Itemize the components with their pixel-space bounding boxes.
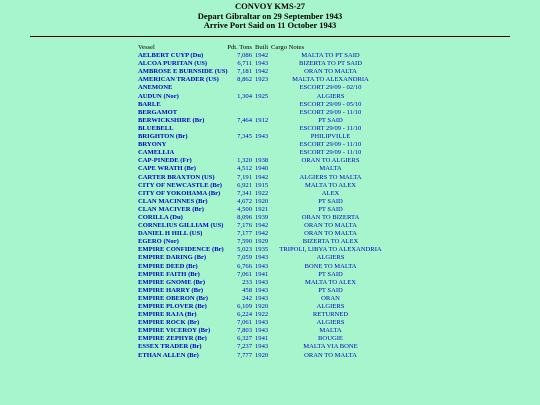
- table-row: [138, 149, 390, 157]
- vessel-notes: ESCORT 29/09 - 02/10: [299, 84, 362, 92]
- vessel-name: BRIGHTON (Br): [138, 133, 188, 141]
- vessel-tons: [226, 141, 255, 149]
- vessel-tons: 7,237: [237, 343, 252, 351]
- vessel-built: 1943: [255, 294, 269, 302]
- vessel-built: 1942: [255, 68, 269, 76]
- vessel-name: EMPIRE ROCK (Br): [138, 319, 200, 327]
- vessel-notes: PT SAID: [318, 197, 343, 205]
- table-row: [138, 198, 390, 206]
- vessel-built: [255, 101, 271, 109]
- vessel-built: 1929: [255, 238, 269, 246]
- vessel-built: 1943: [255, 319, 269, 327]
- vessel-notes: ALGIERS: [316, 254, 345, 262]
- vessel-notes: PHILIPVILLE: [310, 133, 351, 141]
- vessel-tons: 1,304: [237, 92, 252, 100]
- vessel-built: 1941: [255, 335, 269, 343]
- vessel-tons: [226, 84, 255, 92]
- vessel-notes: ESCORT 29/09 - 11/10: [299, 141, 362, 149]
- vessel-built: 1942: [255, 52, 269, 60]
- vessel-notes: ORAN TO ALGIERS: [301, 157, 360, 165]
- table-row: [138, 230, 390, 238]
- vessel-notes: ALGIERS: [316, 92, 345, 100]
- vessel-tons: 242: [242, 294, 252, 302]
- table-row: [138, 182, 390, 190]
- vessel-notes: PT SAID: [318, 116, 343, 124]
- vessel-built: 1943: [255, 278, 269, 286]
- vessel-name: BERGAMOT: [138, 108, 178, 116]
- table-row: [138, 327, 390, 335]
- vessel-name: ANEMONE: [138, 84, 173, 92]
- vessel-tons: 5,023: [237, 246, 252, 254]
- vessel-built: 1935: [255, 246, 269, 254]
- vessel-tons: 1,320: [237, 157, 252, 165]
- vessel-name: ESSEX TRADER (Br): [138, 343, 202, 351]
- vessel-name: CAP-PINEDE (Fr): [138, 157, 192, 165]
- vessel-name: EMPIRE CONFIDENCE (Br): [138, 246, 224, 254]
- vessel-built: 1941: [255, 270, 269, 278]
- table-row: [138, 101, 390, 109]
- vessel-tons: 6,711: [237, 60, 252, 68]
- column-header-notes: Cargo Notes: [271, 44, 305, 51]
- vessel-built: 1940: [255, 165, 269, 173]
- vessel-name: EMPIRE OBERON (Br): [138, 294, 208, 302]
- vessel-tons: 7,590: [237, 238, 252, 246]
- table-row: [138, 214, 390, 222]
- table-row: [138, 303, 390, 311]
- vessel-notes: PT SAID: [318, 270, 343, 278]
- vessel-tons: 6,224: [237, 311, 252, 319]
- vessel-notes: ORAN TO MALTA: [304, 351, 357, 359]
- vessel-name: BLUEBELL: [138, 124, 174, 132]
- vessel-tons: 6,109: [237, 303, 252, 310]
- vessel-built: 1920: [255, 197, 269, 205]
- table-row: [138, 84, 390, 92]
- vessel-built: 1943: [255, 286, 269, 294]
- vessel-tons: 7,345: [237, 133, 252, 141]
- vessel-notes: ALGIERS: [316, 303, 345, 310]
- table-row: [138, 287, 390, 295]
- vessel-notes: MALTA TO ALEX: [304, 181, 356, 189]
- vessel-name: AMBROSE E BURNSIDE (US): [138, 68, 228, 76]
- vessel-name: EMPIRE DARING (Br): [138, 254, 207, 262]
- vessel-notes: RETURNED: [312, 311, 349, 319]
- vessel-tons: 7,464: [237, 116, 252, 124]
- vessel-tons: 7,176: [237, 222, 252, 230]
- vessel-built: [255, 109, 271, 117]
- vessel-notes: ESCORT 29/09 - 11/10: [299, 124, 362, 132]
- vessel-tons: 8,096: [237, 213, 252, 221]
- vessel-notes: MALTA: [319, 165, 342, 173]
- vessel-notes: ALGIERS TO MALTA: [299, 173, 362, 181]
- vessel-built: [255, 125, 271, 133]
- vessel-built: 1938: [255, 157, 269, 165]
- table-row: [138, 93, 390, 101]
- vessel-notes: ORAN TO MALTA: [304, 230, 357, 238]
- vessel-tons: 7,086: [237, 52, 252, 60]
- vessel-tons: [226, 101, 255, 109]
- table-row: [138, 271, 390, 279]
- vessel-built: 1921: [255, 205, 269, 213]
- header-divider: [30, 36, 510, 37]
- vessel-tons: 4,512: [237, 165, 252, 173]
- vessel-name: ETHAN ALLEN (Br): [138, 351, 199, 359]
- vessel-tons: 4,500: [237, 205, 252, 213]
- vessel-name: AELBERT CUYP (Du): [138, 52, 204, 60]
- vessel-notes: ORAN: [321, 294, 340, 302]
- vessel-notes: PT SAID: [318, 286, 343, 294]
- vessel-name: EMPIRE RAJA (Br): [138, 311, 197, 319]
- table-row: [138, 125, 390, 133]
- table-row: [138, 206, 390, 214]
- vessel-built: 1915: [255, 181, 269, 189]
- vessel-notes: ORAN TO MALTA: [304, 68, 357, 76]
- table-row: [138, 263, 390, 271]
- table-row: [138, 279, 390, 287]
- vessel-name: CORNELIUS GILLIAM (US): [138, 222, 224, 230]
- vessel-notes: MALTA TO PT SAID: [301, 52, 360, 60]
- vessel-notes: ORAN TO MALTA: [304, 222, 357, 230]
- vessel-tons: 7,777: [237, 351, 252, 359]
- vessel-built: 1920: [255, 351, 269, 359]
- table-row: [138, 165, 390, 173]
- vessel-built: 1920: [255, 303, 269, 310]
- vessel-name: CLAN MACINNES (Br): [138, 197, 208, 205]
- vessel-tons: 6,921: [237, 181, 252, 189]
- vessel-name: CITY OF YOKOHAMA (Br): [138, 189, 221, 197]
- vessel-name: CAPE WRATH (Br): [138, 165, 196, 173]
- vessel-built: 1943: [255, 343, 269, 351]
- vessel-name: EMPIRE VICEROY (Br): [138, 327, 211, 335]
- vessel-name: CAMELLIA: [138, 149, 175, 157]
- vessel-notes: PT SAID: [318, 205, 343, 213]
- vessel-tons: [226, 109, 255, 117]
- table-row: [138, 254, 390, 262]
- vessel-built: 1943: [255, 262, 269, 270]
- convoy-table: [138, 44, 390, 360]
- table-row: [138, 109, 390, 117]
- vessel-tons: 7,181: [237, 68, 252, 76]
- vessel-tons: 233: [242, 278, 252, 286]
- vessel-notes: MALTA TO ALEXANDRIA: [292, 76, 369, 84]
- vessel-notes: ESCORT 29/09 - 11/10: [299, 108, 362, 116]
- column-header-vessel: Vessel: [138, 44, 155, 51]
- table-row: [138, 76, 390, 84]
- vessel-name: EMPIRE ZEPHYR (Br): [138, 335, 207, 343]
- table-row: [138, 68, 390, 76]
- vessel-built: 1939: [255, 213, 269, 221]
- vessel-name: BERWICKSHIRE (Br): [138, 116, 205, 124]
- vessel-notes: BONE TO MALTA: [304, 262, 357, 270]
- vessel-built: 1942: [255, 173, 269, 181]
- vessel-notes: ORAN TO BIZERTA: [301, 213, 360, 221]
- vessel-built: 1943: [255, 254, 269, 262]
- vessel-name: EMPIRE FAITH (Br): [138, 270, 200, 278]
- table-row: [138, 319, 390, 327]
- column-header-built: Built: [255, 44, 269, 51]
- departure-line: Depart Gibraltar on 29 September 1943: [197, 10, 343, 21]
- vessel-name: DANIEL H HILL (US): [138, 230, 203, 238]
- arrival-line: Arrive Port Said on 11 October 1943: [203, 20, 337, 30]
- vessel-notes: ESCORT 29/09 - 05/10: [299, 100, 362, 108]
- vessel-built: [255, 141, 271, 149]
- table-row: [138, 190, 390, 198]
- vessel-tons: 7,059: [237, 254, 252, 262]
- vessel-built: 1912: [255, 116, 269, 124]
- vessel-tons: 7,061: [237, 319, 252, 327]
- vessel-name: CLAN MACIVER (Br): [138, 205, 204, 213]
- table-row: [138, 335, 390, 343]
- table-header-row: [138, 44, 390, 52]
- table-row: [138, 157, 390, 165]
- document-header: [0, 0, 540, 37]
- vessel-notes: ALEX: [321, 189, 340, 197]
- vessel-tons: 6,766: [237, 262, 252, 270]
- vessel-notes: MALTA VIA BONE: [303, 343, 358, 351]
- vessel-tons: 7,341: [237, 189, 252, 197]
- convoy-title: CONVOY KMS-27: [234, 1, 306, 11]
- table-row: [138, 222, 390, 230]
- vessel-tons: [226, 125, 255, 133]
- vessel-name: CARTER BRAXTON (US): [138, 173, 215, 181]
- table-row: [138, 133, 390, 141]
- vessel-built: 1922: [255, 189, 269, 197]
- table-row: [138, 343, 390, 351]
- vessel-tons: 7,177: [237, 230, 252, 238]
- vessel-name: EMPIRE HARRY (Br): [138, 286, 204, 294]
- vessel-notes: ESCORT 29/09 - 11/10: [299, 149, 362, 157]
- vessel-built: [255, 149, 271, 157]
- vessel-tons: 4,672: [237, 197, 252, 205]
- vessel-notes: MALTA TO ALEX: [304, 278, 356, 286]
- table-row: [138, 352, 390, 360]
- vessel-built: 1943: [255, 327, 269, 335]
- vessel-built: 1943: [255, 133, 269, 141]
- table-row: [138, 117, 390, 125]
- vessel-built: 1923: [255, 76, 269, 84]
- table-row: [138, 174, 390, 182]
- vessel-name: AUDUN (Nor): [138, 92, 179, 100]
- vessel-name: ALCOA PURITAN (US): [138, 60, 208, 68]
- vessel-name: CITY OF NEWCASTLE (Br): [138, 181, 222, 189]
- vessel-name: CORILLA (Du): [138, 213, 183, 221]
- table-row: [138, 52, 390, 60]
- vessel-name: EMPIRE DEED (Br): [138, 262, 198, 270]
- table-row: [138, 246, 390, 254]
- vessel-tons: 458: [242, 286, 252, 294]
- vessel-tons: 8,862: [237, 76, 252, 84]
- vessel-name: BARLE: [138, 100, 161, 108]
- column-header-tons: Pdt. Tons: [227, 44, 252, 51]
- vessel-notes: MALTA: [319, 327, 342, 335]
- vessel-tons: 6,327: [237, 335, 252, 343]
- table-row: [138, 238, 390, 246]
- vessel-built: 1943: [255, 60, 269, 68]
- vessel-name: BRYONY: [138, 141, 167, 149]
- vessel-notes: BIZERTA TO ALEX: [302, 238, 359, 246]
- vessel-tons: 7,191: [237, 173, 252, 181]
- vessel-name: EGERO (Nor): [138, 238, 179, 246]
- vessel-notes: BOUGIE: [318, 335, 343, 343]
- vessel-built: 1942: [255, 230, 269, 238]
- vessel-name: EMPIRE GNOME (Br): [138, 278, 206, 286]
- vessel-built: 1922: [255, 311, 269, 319]
- table-row: [138, 295, 390, 303]
- table-row: [138, 60, 390, 68]
- vessel-built: [255, 84, 271, 92]
- table-row: [138, 311, 390, 319]
- table-row: [138, 141, 390, 149]
- vessel-notes: ALGIERS: [316, 319, 345, 327]
- vessel-notes: TRIPOLI, LIBYA TO ALEXANDRIA: [279, 246, 382, 254]
- vessel-tons: 7,061: [237, 270, 252, 278]
- vessel-name: EMPIRE PLOVER (Br): [138, 303, 207, 310]
- vessel-tons: 7,803: [237, 327, 252, 335]
- vessel-tons: [226, 149, 255, 157]
- vessel-built: 1942: [255, 222, 269, 230]
- vessel-built: 1925: [255, 92, 269, 100]
- vessel-name: AMERICAN TRADER (US): [138, 76, 219, 84]
- vessel-notes: BIZERTA TO PT SAID: [298, 60, 362, 68]
